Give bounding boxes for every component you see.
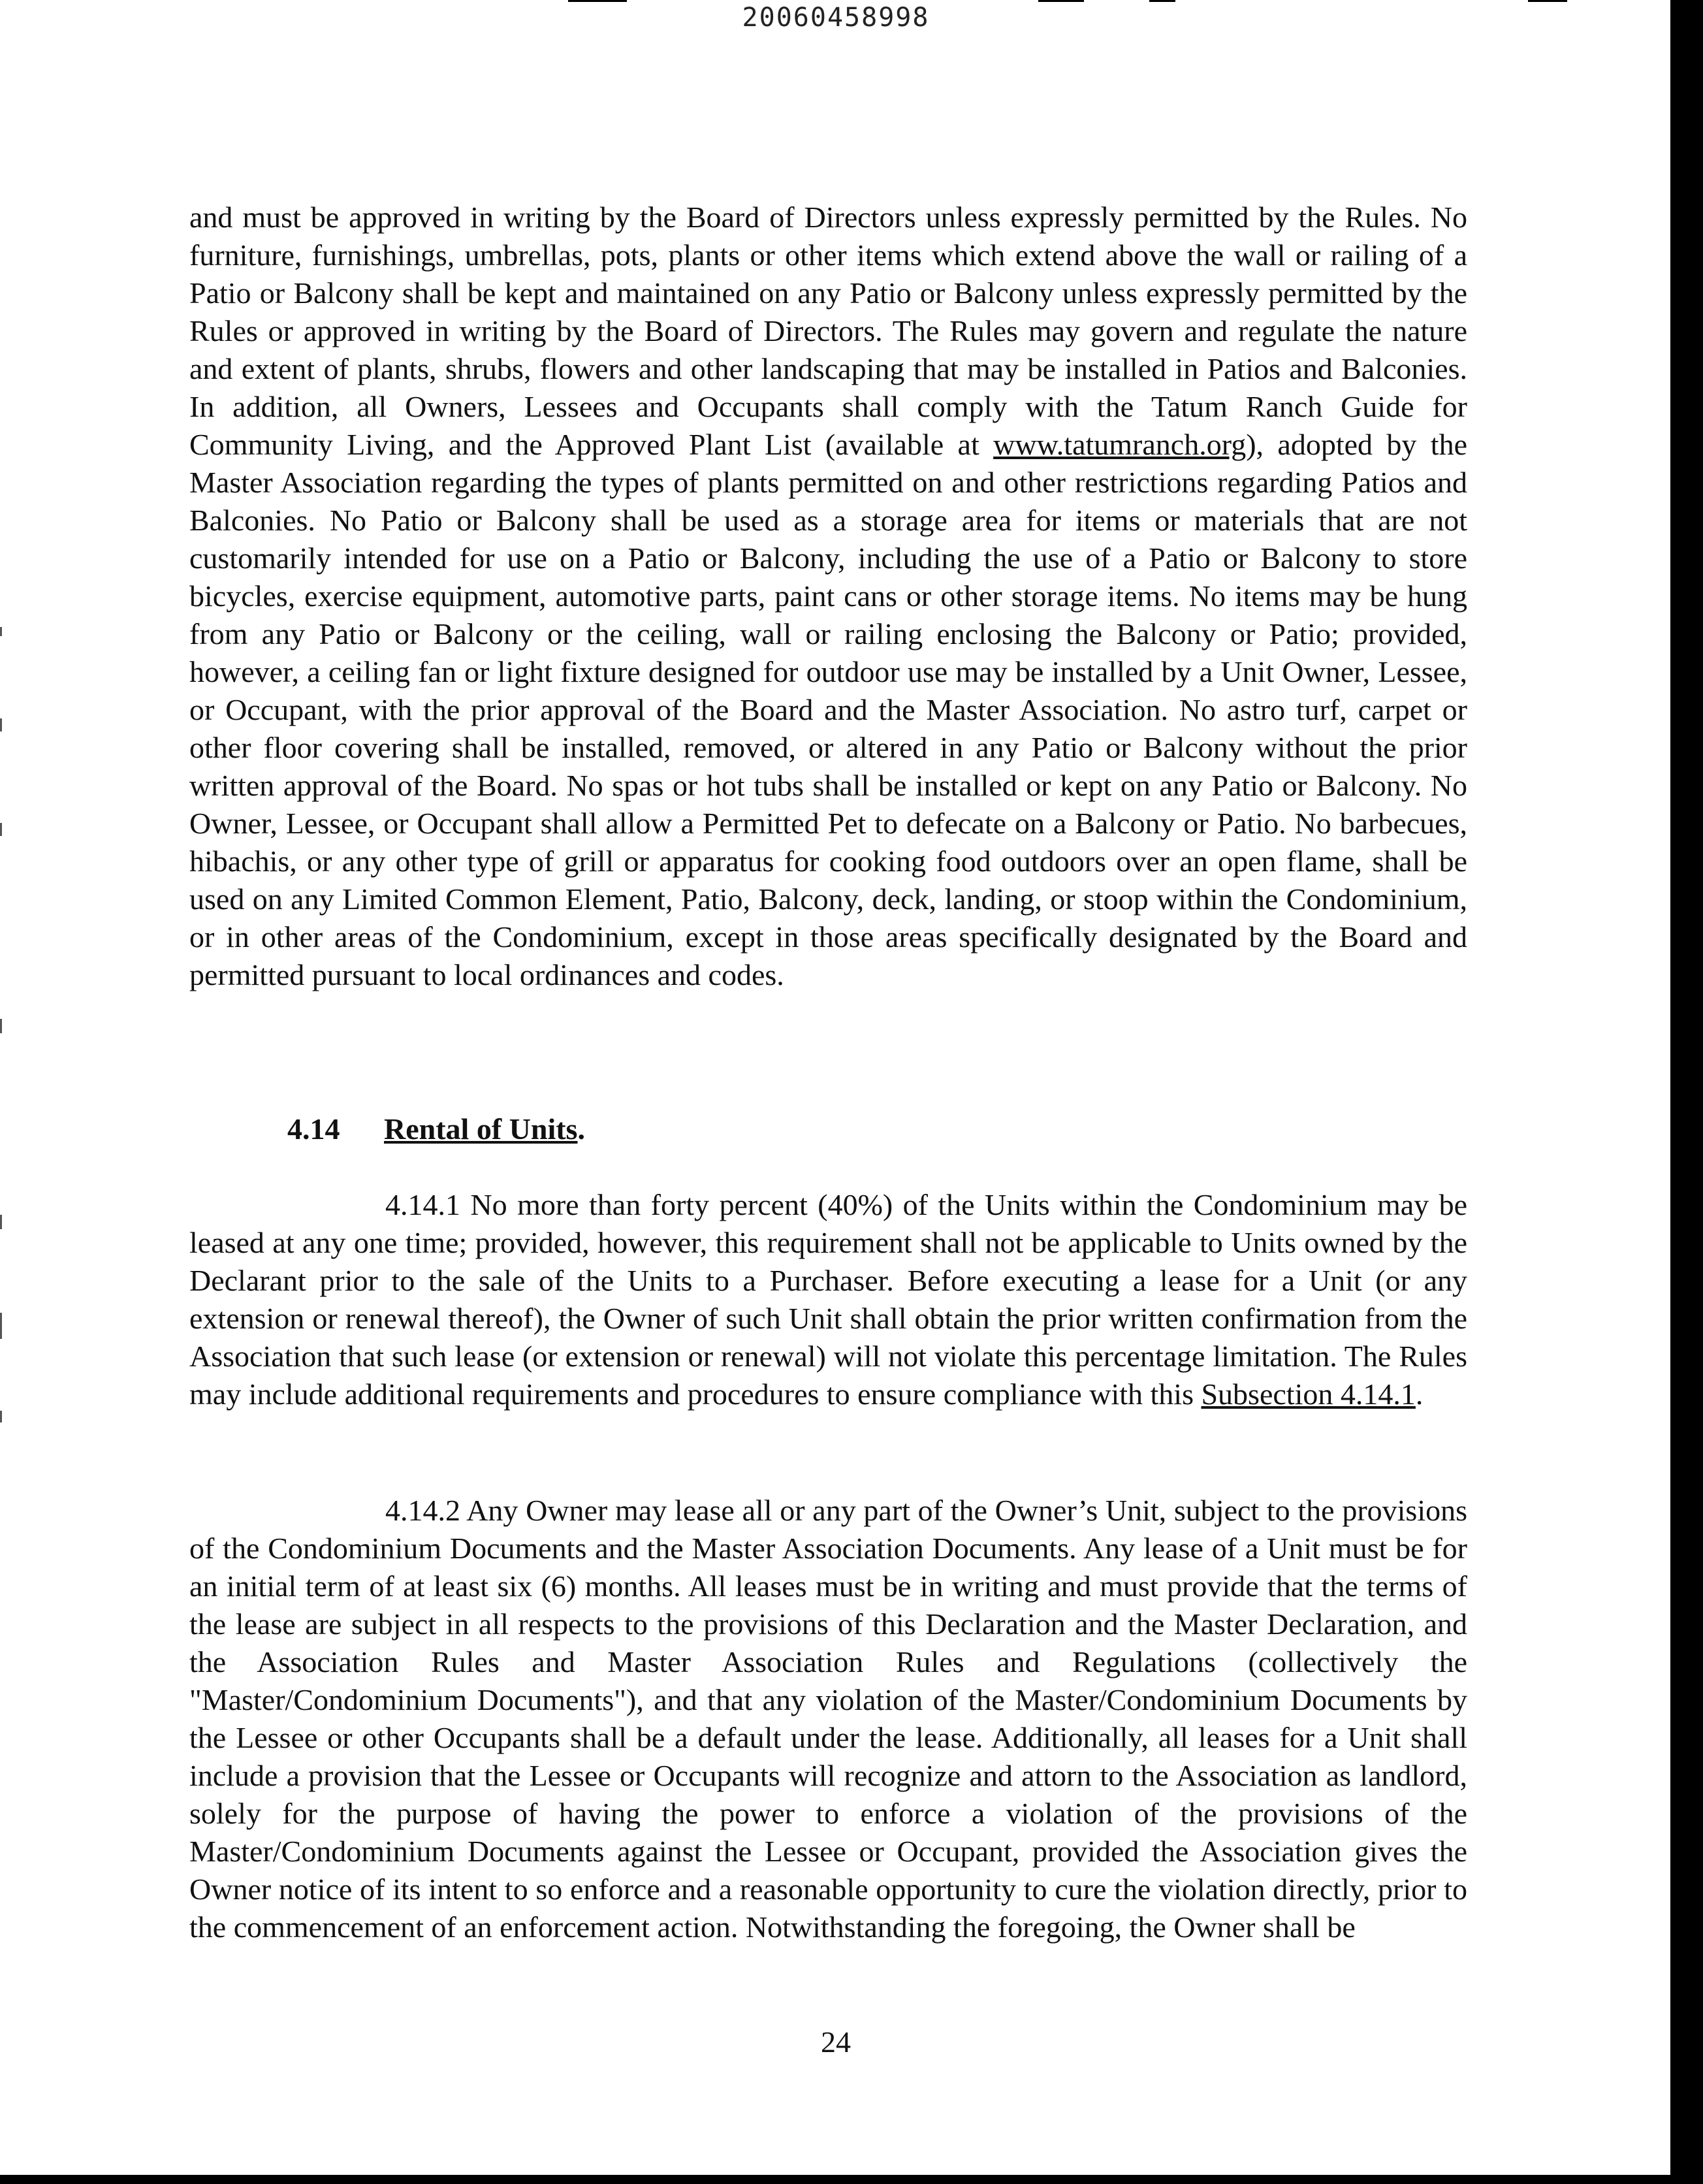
paragraph-text: and must be approved in writing by the Board of Directors unless expressly permitted by the Rules. No furniture, furnishings, umbrellas, pots, plants or other items which extend above the wall or railing of a Patio or Balcony shall be kept and maintained on any Patio or Balcony unless expressly permitted by the Rules or approved in writing by the Board of Directors. The Rules may govern and regulate the nature and extent of plants, shrubs, flowers and other landscaping that may be installed in Patios and Balconies. In addition, all Owners, Lessees and Occupants shall comply with the Tatum Ranch Guide for Community Living, and the Approved Plant List (available at xyxy=(189,201,1467,461)
section-title-period: . xyxy=(577,1112,585,1146)
scan-border-right xyxy=(1670,0,1703,2184)
page-number: 24 xyxy=(821,2025,851,2059)
paragraph-text: 4.14.1 No more than forty percent (40%) of the Units within the Condominium may be leased at any one time; provided, however, this requirement shall not be applicable to Units owned by the Declarant prior to the sale of the Units to a Purchaser. Before executing a lease for a Unit (or any extension or renewal thereof), the Owner of such Unit shall obtain the prior written confirmation from the Association that such lease (or extension or renewal) will not violate this percentage limitation. The Rules may include additional requirements and procedures to ensure compliance with this xyxy=(189,1188,1467,1411)
website-link[interactable]: www.tatumranch.org xyxy=(993,428,1247,461)
scan-edge-mark xyxy=(0,823,2,836)
section-number: 4.14 xyxy=(287,1112,340,1146)
paragraph-patio-balcony xyxy=(189,199,1467,994)
paragraph-4-14-1 xyxy=(189,1186,1467,1413)
section-title: Rental of Units xyxy=(384,1112,578,1146)
scan-edge-mark xyxy=(0,627,2,636)
paragraph-text: ), adopted by the Master Association regarding the types of plants permitted on and other restrictions regarding Patios and Balconies. No Patio or Balcony shall be used as a storage area for items or materials that are not customarily intended for use on a Patio or Balcony, including the use of a Patio or Balcony to store bicycles, exercise equipment, automotive parts, paint cans or other storage items. No items may be hung from any Patio or Balcony or the ceiling, wall or railing enclosing the Balcony or Patio; provided, however, a ceiling fan or light fixture designed for outdoor use may be installed by a Unit Owner, Lessee, or Occupant, with the prior approval of the Board and the Master Association. No astro turf, carpet or other floor covering shall be installed, removed, or altered in any Patio or Balcony without the prior written approval of the Board. No spas or hot tubs shall be installed or kept on any Patio or Balcony. No Owner, Lessee, or Occupant shall allow a Permitted Pet to defecate on a Balcony or Patio. No barbecues, hibachis, or any other type of grill or apparatus for cooking food outdoors over an open flame, shall be used on any Limited Common Element, Patio, Balcony, deck, landing, or stoop within the Condominium, or in other areas of the Condominium, except in those areas specifically designated by the Board and permitted pursuant to local ordinances and codes. xyxy=(189,428,1467,991)
section-heading xyxy=(287,1110,585,1148)
scan-edge-mark xyxy=(0,1411,2,1422)
scan-edge-mark xyxy=(0,718,2,731)
subsection-reference: Subsection 4.14.1 xyxy=(1201,1377,1416,1411)
document-number: 20060458998 xyxy=(742,3,930,33)
paragraph-4-14-2 xyxy=(189,1492,1467,1946)
scan-edge-mark xyxy=(0,1019,2,1033)
paragraph-text: 4.14.2 Any Owner may lease all or any part of the Owner’s Unit, subject to the provisions of the Condominium Documents and the Master Association Documents. Any lease of a Unit must be for an initial term of at least six (6) months. All leases must be in writing and must provide that the terms of the lease are subject in all respects to the provisions of this Declaration and the Master Declaration, and the Association Rules and Master Association Rules and Regulations (collectively the "Master/Condominium Documents"), and that any violation of the Master/Condominium Documents by the Lessee or other Occupants shall be a default under the lease. Additionally, all leases for a Unit shall include a provision that the Lessee or Occupants will recognize and attorn to the Association as landlord, solely for the purpose of having the power to enforce a violation of the provisions of the Master/Condominium Documents against the Lessee or Occupant, provided the Association gives the Owner notice of its intent to so enforce and a reasonable opportunity to cure the violation directly, prior to the commencement of an enforcement action. Notwithstanding the foregoing, the Owner shall be xyxy=(189,1494,1467,1944)
scan-edge-mark xyxy=(0,1313,2,1339)
scan-edge-mark xyxy=(0,1215,2,1229)
paragraph-text: . xyxy=(1415,1377,1424,1411)
scan-border-bottom xyxy=(0,2175,1703,2184)
